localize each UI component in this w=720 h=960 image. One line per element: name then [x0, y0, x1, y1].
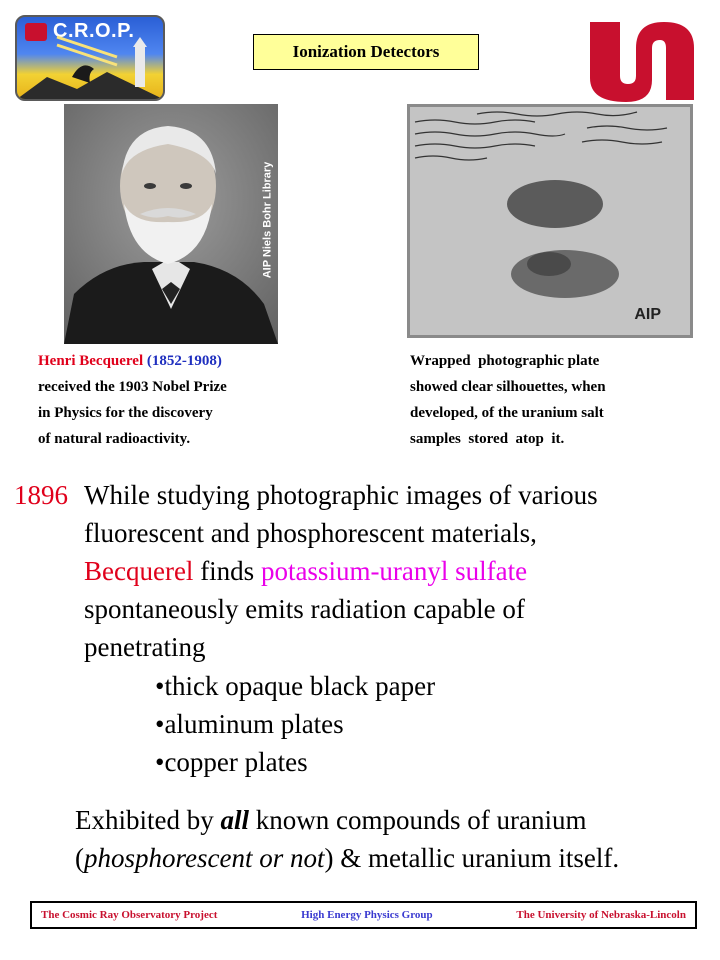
plate-watermark: AIP: [634, 306, 661, 323]
caption-person-name: Henri Becquerel: [38, 353, 144, 369]
footer-project: The Cosmic Ray Observatory Project: [41, 909, 218, 921]
exhibited2-rest-text: ) & metallic uranium itself.: [324, 843, 620, 873]
exhibited-pre-text: Exhibited by: [75, 805, 221, 835]
crop-logo-text: C.R.O.P.: [53, 20, 135, 42]
caption-right-line-3: developed, of the uranium salt: [410, 405, 604, 421]
footer-bar: [30, 901, 697, 929]
plate-caption: [410, 348, 692, 452]
emphasis-all: all: [220, 805, 249, 835]
page-title: Ionization Detectors: [253, 34, 479, 70]
caption-left-line-2: received the 1903 Nobel Prize: [38, 379, 227, 395]
portrait-watermark: AIP Niels Bohr Library: [261, 161, 274, 279]
caption-right-line-2: showed clear silhouettes, when: [410, 379, 606, 395]
caption-person-years: (1852-1908): [146, 353, 222, 369]
bullet-item: •aluminum plates: [155, 709, 344, 739]
open-paren: (: [75, 843, 84, 873]
body-line-4: spontaneously emits radiation capable of: [84, 594, 525, 624]
caption-right-line-1: Wrapped photographic plate: [410, 353, 600, 369]
caption-left-line-4: of natural radioactivity.: [38, 431, 191, 447]
bullet-item: •thick opaque black paper: [155, 671, 436, 701]
portrait-caption: [38, 348, 328, 452]
becquerel-name: Becquerel: [84, 556, 194, 586]
university-n-logo-icon: [584, 18, 704, 104]
body-line-3: [84, 552, 527, 590]
year-label: 1896: [14, 480, 68, 510]
body-line-5: penetrating: [84, 632, 206, 662]
finds-text: finds: [193, 556, 261, 586]
becquerel-portrait-photo: [64, 104, 278, 344]
footer-university: The University of Nebraska-Lincoln: [516, 909, 686, 921]
body-line-2: fluorescent and phosphorescent materials,: [84, 518, 537, 548]
footer-group: High Energy Physics Group: [301, 909, 433, 921]
exhibited-post-text: known compounds of uranium: [249, 805, 587, 835]
caption-left-line-1: [38, 348, 328, 374]
bullet-item: •copper plates: [155, 747, 308, 777]
photographic-plate-photo: [407, 104, 693, 338]
exhibited-line-1: [75, 801, 586, 839]
compound-name: potassium-uranyl sulfate: [260, 556, 528, 586]
caption-right-line-4: samples stored atop it.: [410, 431, 565, 447]
caption-left-line-3: in Physics for the discovery: [38, 405, 213, 421]
crop-logo: [15, 15, 165, 101]
observatory-scene-icon: [17, 17, 163, 99]
exhibited-line-2: [75, 839, 619, 877]
body-line-1: While studying photographic images of various: [84, 480, 598, 510]
phosphorescent-italic: phosphorescent or not: [84, 843, 325, 873]
